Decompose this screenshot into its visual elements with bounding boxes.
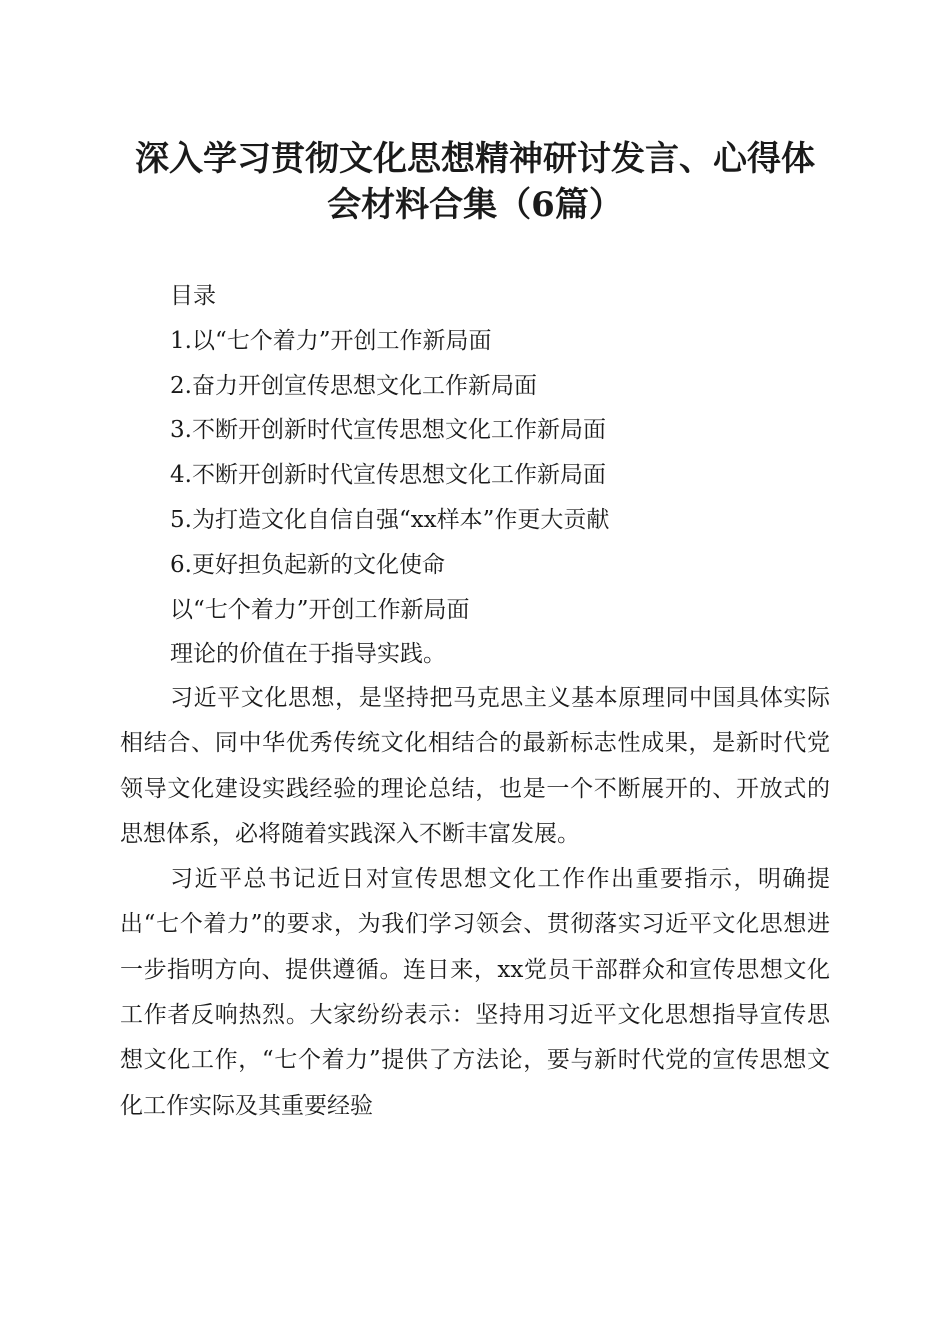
paragraph: 习近平总书记近日对宣传思想文化工作作出重要指示，明确提出“七个着力”的要求，为我们学习领会、贯彻落实习近平文化思想进一步指明方向、提供遵循。连日来，xx党员干部群众和宣传思想文化工作者反响热烈。大家纷纷表示：坚持用习近平文化思想指导宣传思想文化工作，“七个着力”提供了方法论，要与新时代党的宣传思想文化工作实际及其重要经验 (120, 866, 830, 1119)
toc-item: 2.奋力开创宣传思想文化工作新局面 (170, 372, 537, 399)
paragraph: 习近平文化思想，是坚持把马克思主义基本原理同中国具体实际相结合、同中华优秀传统文化相结合的最新标志性成果，是新时代党领导文化建设实践经验的理论总结，也是一个不断展开的、开放式的思想体系，必将随着实践深入不断丰富发展。 (120, 685, 830, 847)
toc-heading: 目录 (170, 283, 216, 309)
body-text (120, 676, 830, 1129)
toc-item: 4.不断开创新时代宣传思想文化工作新局面 (170, 462, 606, 489)
section-heading: 以“七个着力”开创工作新局面 (170, 596, 470, 623)
section-lead: 理论的价值在于指导实践。 (170, 641, 446, 668)
document-title-line-1: 深入学习贯彻文化思想精神研讨发言、心得体 (135, 139, 815, 179)
toc-item: 3.不断开创新时代宣传思想文化工作新局面 (170, 417, 606, 444)
toc-item: 1.以“七个着力”开创工作新局面 (170, 327, 492, 354)
table-of-contents (170, 274, 830, 677)
toc-item: 5.为打造文化自信自强“xx样本”作更大贡献 (170, 506, 610, 533)
document-title-line-2: 会材料合集（6篇） (327, 185, 623, 225)
toc-item: 6.更好担负起新的文化使命 (170, 551, 445, 578)
